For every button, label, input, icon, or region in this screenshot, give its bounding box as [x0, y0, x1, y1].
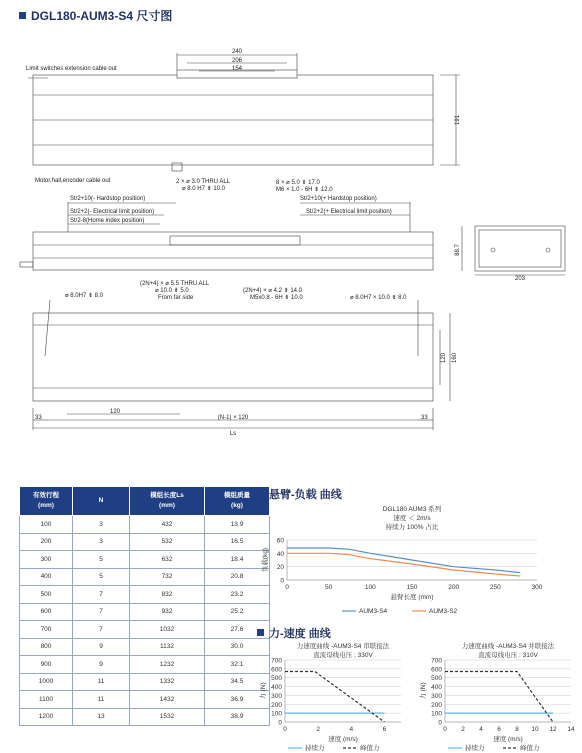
- y-tick-label: 300: [271, 692, 282, 700]
- dim-33-left: 33: [35, 415, 42, 421]
- table-cell: 1200: [20, 708, 73, 726]
- hardstop-neg-label: St/2+10(- Hardstop position): [70, 196, 146, 202]
- dimension-drawing: [0, 28, 582, 438]
- x-tick-label: 10: [531, 726, 539, 733]
- dim-203: 203: [514, 276, 526, 282]
- table-cell: 11: [73, 691, 130, 709]
- x-tick-label: 0: [283, 726, 287, 733]
- force-heading-text: 力-速度 曲线: [269, 628, 331, 640]
- chart-title: 直流母线电压 : 310V: [478, 652, 538, 659]
- legend-label: 持续力: [305, 745, 325, 752]
- table-cell: 700: [20, 621, 73, 639]
- table-cell: 25.2: [205, 603, 270, 621]
- table-cell: 3: [73, 516, 130, 534]
- x-tick-label: 2: [316, 726, 320, 733]
- table-cell: 1132: [130, 638, 205, 656]
- table-cell: 5: [73, 551, 130, 569]
- series-line: [287, 548, 520, 573]
- table-row: [20, 638, 270, 656]
- y-tick-label: 400: [271, 684, 282, 692]
- dim-ls: Ls: [229, 431, 237, 437]
- table-cell: 732: [130, 568, 205, 586]
- y-tick-label: 700: [431, 657, 442, 665]
- y-tick-label: 700: [271, 657, 282, 665]
- tap-label: (2N+4) × ⌀ 4.2 ⇟ 14.0: [243, 288, 303, 294]
- x-tick-label: 6: [497, 726, 501, 733]
- x-tick-label: 250: [489, 584, 501, 591]
- hole2-label: 8 × ⌀ 5.0 ⇟ 17.0: [276, 180, 320, 186]
- y-tick-label: 500: [431, 675, 442, 683]
- table-row: [20, 656, 270, 674]
- y-tick-label: 60: [276, 537, 284, 545]
- cantilever-load-chart: [257, 500, 577, 620]
- y-tick-label: 100: [271, 710, 282, 718]
- limit-cable-label: Limit switches extension cable out: [26, 66, 117, 72]
- col-length: 模组长度Ls (mm): [130, 487, 205, 516]
- table-row: [20, 673, 270, 691]
- table-cell: 9: [73, 638, 130, 656]
- x-tick-label: 4: [479, 726, 483, 733]
- table-cell: 13.9: [205, 516, 270, 534]
- x-tick-label: 150: [406, 584, 418, 591]
- table-cell: 7: [73, 621, 130, 639]
- table-cell: 100: [20, 516, 73, 534]
- x-tick-label: 100: [364, 584, 376, 591]
- table-cell: 1032: [130, 621, 205, 639]
- table-cell: 11: [73, 673, 130, 691]
- page-title: [19, 7, 172, 24]
- y-tick-label: 200: [431, 701, 442, 709]
- col-stroke: 有效行程 (mm): [20, 487, 73, 516]
- x-tick-label: 0: [443, 726, 447, 733]
- x-tick-label: 50: [325, 584, 333, 591]
- table-row: [20, 708, 270, 726]
- dim-160: 160: [452, 352, 458, 364]
- y-tick-label: 0: [278, 719, 282, 727]
- hole1-label: 2 × ⌀ 3.0 THRU ALL: [176, 179, 231, 185]
- y-axis-label: 负载(kg): [262, 547, 269, 573]
- force-speed-heading: [257, 625, 331, 641]
- cantilever-heading-text: 悬臂-负载 曲线: [269, 489, 342, 501]
- dim-n-minus-1: (N-1) × 120: [217, 415, 249, 421]
- table-row: [20, 533, 270, 551]
- table-cell: 600: [20, 603, 73, 621]
- table-cell: 7: [73, 586, 130, 604]
- y-tick-label: 400: [431, 684, 442, 692]
- table-cell: 1232: [130, 656, 205, 674]
- dim-154: 154: [231, 66, 243, 72]
- y-tick-label: 600: [431, 666, 442, 674]
- dim-206: 206: [231, 58, 243, 64]
- series-line: [445, 672, 553, 722]
- y-tick-label: 200: [271, 701, 282, 709]
- table-cell: 900: [20, 656, 73, 674]
- series-line: [285, 672, 384, 722]
- table-cell: 9: [73, 656, 130, 674]
- tap-thread-label: M5x0.8 - 6H ⇟ 10.0: [250, 295, 303, 301]
- legend-label: 持续力: [465, 745, 485, 752]
- y-tick-label: 0: [438, 719, 442, 727]
- from-far-side-label: From far side: [158, 295, 194, 301]
- elec-neg-label: St/2+2(- Electrical limit position): [70, 209, 155, 215]
- table-cell: 38.9: [205, 708, 270, 726]
- chart-title: 直流母线电压 : 330V: [313, 652, 373, 659]
- table-cell: 18.4: [205, 551, 270, 569]
- x-tick-label: 4: [349, 726, 354, 733]
- table-cell: 832: [130, 586, 205, 604]
- cantilever-marker: [257, 490, 264, 497]
- dim-33-right: 33: [421, 415, 428, 421]
- x-axis-label: 悬臂长度 (mm): [390, 594, 434, 601]
- table-cell: 1100: [20, 691, 73, 709]
- table-cell: 7: [73, 603, 130, 621]
- table-row: [20, 603, 270, 621]
- elec-pos-label: St/2+2(+ Electrical limit position): [306, 209, 392, 215]
- table-cell: 34.5: [205, 673, 270, 691]
- title-marker: [19, 12, 26, 19]
- legend-label: AUM3-S2: [429, 608, 458, 615]
- table-cell: 800: [20, 638, 73, 656]
- table-cell: 23.2: [205, 586, 270, 604]
- x-axis-label: 速度 (m/s): [493, 736, 523, 743]
- y-tick-label: 40: [276, 550, 284, 558]
- table-cell: 32.1: [205, 656, 270, 674]
- hardstop-pos-label: St/2+10(+ Hardstop position): [300, 196, 377, 202]
- x-tick-label: 2: [461, 726, 465, 733]
- thru-cbore-label: ⌀ 10.0 ⇟ 5.0: [155, 288, 189, 294]
- table-cell: 932: [130, 603, 205, 621]
- home-label: St/2-8(Home index position): [70, 218, 145, 224]
- force-speed-chart-series: [258, 640, 416, 753]
- table-cell: 16.5: [205, 533, 270, 551]
- thru-label: (2N+4) × ⌀ 5.5 THRU ALL: [140, 281, 210, 287]
- table-cell: 432: [130, 516, 205, 534]
- table-row: [20, 621, 270, 639]
- pin-left-label: ⌀ 8.0H7 ⇟ 8.0: [65, 293, 103, 299]
- x-tick-label: 12: [549, 726, 557, 733]
- x-tick-label: 300: [531, 584, 543, 591]
- hole2b-label: M6 × 1.0 - 6H ⇟ 12.0: [276, 187, 333, 193]
- y-tick-label: 600: [271, 666, 282, 674]
- table-row: [20, 551, 270, 569]
- table-cell: 532: [130, 533, 205, 551]
- motor-cable-label: Motor,hall,encoder cable out: [35, 178, 111, 184]
- legend-label: 峰值力: [520, 745, 540, 752]
- table-cell: 3: [73, 533, 130, 551]
- series-line: [287, 553, 520, 576]
- bottom-view: [33, 300, 450, 430]
- y-tick-label: 20: [276, 564, 284, 572]
- table-cell: 20.8: [205, 568, 270, 586]
- table-cell: 1332: [130, 673, 205, 691]
- chart-title: DGL180 AUM3 系列: [382, 506, 442, 513]
- force-marker: [257, 629, 264, 636]
- table-cell: 36.9: [205, 691, 270, 709]
- table-cell: 632: [130, 551, 205, 569]
- x-tick-label: 8: [515, 726, 519, 733]
- table-cell: 30.0: [205, 638, 270, 656]
- chart-title: 力速度曲线 -AUM3-S4 并联接法: [461, 643, 555, 650]
- pin-right-label: ⌀ 8.0H7 × 10.0 ⇟ 8.0: [350, 295, 407, 301]
- dim-120-horiz: 120: [110, 409, 121, 415]
- table-cell: 13: [73, 708, 130, 726]
- table-cell: 5: [73, 568, 130, 586]
- y-tick-label: 500: [271, 675, 282, 683]
- table-cell: 500: [20, 586, 73, 604]
- chart-title: 持续力 100% 占比: [385, 524, 439, 531]
- table-row: [20, 691, 270, 709]
- table-cell: 300: [20, 551, 73, 569]
- dim-240: 240: [231, 49, 243, 55]
- y-tick-label: 300: [431, 692, 442, 700]
- table-cell: 200: [20, 533, 73, 551]
- y-tick-label: 0: [280, 577, 284, 585]
- dim-191: 191: [455, 114, 461, 126]
- y-axis-label: 力 (N): [260, 682, 267, 700]
- hole1b-label: ⌀ 8.0 H7 ⇟ 10.0: [182, 186, 225, 192]
- chart-title: 力速度曲线 -AUM3-S4 串联接法: [296, 643, 390, 650]
- table-cell: 1000: [20, 673, 73, 691]
- table-row: [20, 586, 270, 604]
- force-speed-chart-parallel: [418, 640, 580, 753]
- end-view: [462, 226, 565, 275]
- dim-120-vert: 120: [441, 352, 447, 364]
- x-tick-label: 14: [567, 726, 575, 733]
- title-text: DGL180-AUM3-S4 尺寸图: [31, 9, 173, 23]
- x-tick-label: 200: [448, 584, 460, 591]
- spec-table: [19, 486, 270, 726]
- x-tick-label: 0: [285, 584, 289, 591]
- col-n: N: [73, 487, 130, 516]
- table-row: [20, 568, 270, 586]
- chart-title: 速度 ＜ 2m/s: [393, 515, 431, 522]
- x-axis-label: 速度 (m/s): [328, 736, 358, 743]
- legend-label: 峰值力: [360, 745, 380, 752]
- dim-88-7: 88.7: [455, 244, 461, 256]
- table-cell: 400: [20, 568, 73, 586]
- table-row: [20, 516, 270, 534]
- table-cell: 1432: [130, 691, 205, 709]
- col-mass: 模组质量 (kg): [205, 487, 270, 516]
- table-cell: 1532: [130, 708, 205, 726]
- legend-label: AUM3-S4: [359, 608, 388, 615]
- y-tick-label: 100: [431, 710, 442, 718]
- table-cell: 27.6: [205, 621, 270, 639]
- y-axis-label: 力 (N): [420, 682, 427, 700]
- x-tick-label: 6: [382, 726, 387, 733]
